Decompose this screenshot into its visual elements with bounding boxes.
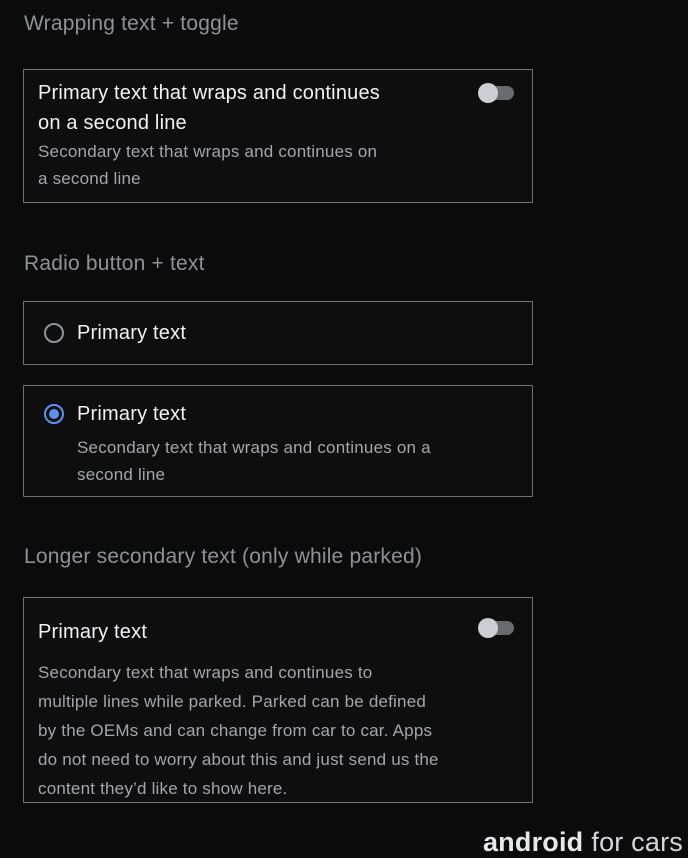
secondary-text-line: Secondary text that wraps and continues on a bbox=[77, 438, 431, 457]
secondary-text bbox=[38, 138, 516, 192]
secondary-text-line: Secondary text that wraps and continues on bbox=[38, 142, 378, 161]
primary-text: Primary text bbox=[77, 322, 187, 344]
list-item-radio-unselected[interactable] bbox=[23, 301, 533, 365]
secondary-text-line: a second line bbox=[38, 169, 141, 188]
primary-text-line: on a second line bbox=[38, 112, 187, 134]
toggle-switch-off-icon[interactable] bbox=[478, 618, 514, 638]
secondary-text-line: multiple lines while parked. Parked can be defined bbox=[38, 692, 427, 711]
secondary-text bbox=[77, 434, 516, 488]
secondary-text-line: Secondary text that wraps and continues to bbox=[38, 663, 373, 682]
radio-selected-icon[interactable] bbox=[44, 404, 64, 424]
secondary-text-line: content they’d like to show here. bbox=[38, 779, 288, 798]
brand-android-text: android bbox=[482, 827, 584, 857]
secondary-text-line: by the OEMs and can change from car to car. Apps bbox=[38, 721, 433, 740]
brand-for-cars-text: for cars bbox=[591, 827, 683, 857]
toggle-thumb bbox=[478, 618, 498, 638]
list-item-wrapping-text-toggle[interactable] bbox=[23, 69, 533, 203]
list-item-radio-selected[interactable] bbox=[23, 385, 533, 497]
primary-text-line: Primary text that wraps and continues bbox=[38, 82, 380, 104]
radio-row bbox=[44, 318, 186, 348]
secondary-text-line: second line bbox=[77, 465, 166, 484]
radio-unselected-icon[interactable] bbox=[44, 323, 64, 343]
list-item-long-secondary-toggle[interactable] bbox=[23, 597, 533, 803]
section-title-longer-secondary-text: Longer secondary text (only while parked) bbox=[24, 545, 423, 568]
android-for-cars-logo bbox=[483, 826, 683, 858]
primary-text: Primary text bbox=[77, 403, 187, 425]
section-title-radio-button-text: Radio button + text bbox=[24, 252, 205, 275]
radio-row bbox=[44, 399, 516, 429]
primary-text bbox=[38, 78, 516, 138]
radio-inner-dot bbox=[49, 409, 59, 419]
toggle-thumb bbox=[478, 83, 498, 103]
secondary-text-line: do not need to worry about this and just send us the bbox=[38, 750, 439, 769]
secondary-text bbox=[38, 658, 514, 803]
section-title-wrapping-text-toggle: Wrapping text + toggle bbox=[24, 12, 239, 35]
primary-text: Primary text bbox=[38, 621, 148, 643]
toggle-switch-off-icon[interactable] bbox=[478, 83, 514, 103]
